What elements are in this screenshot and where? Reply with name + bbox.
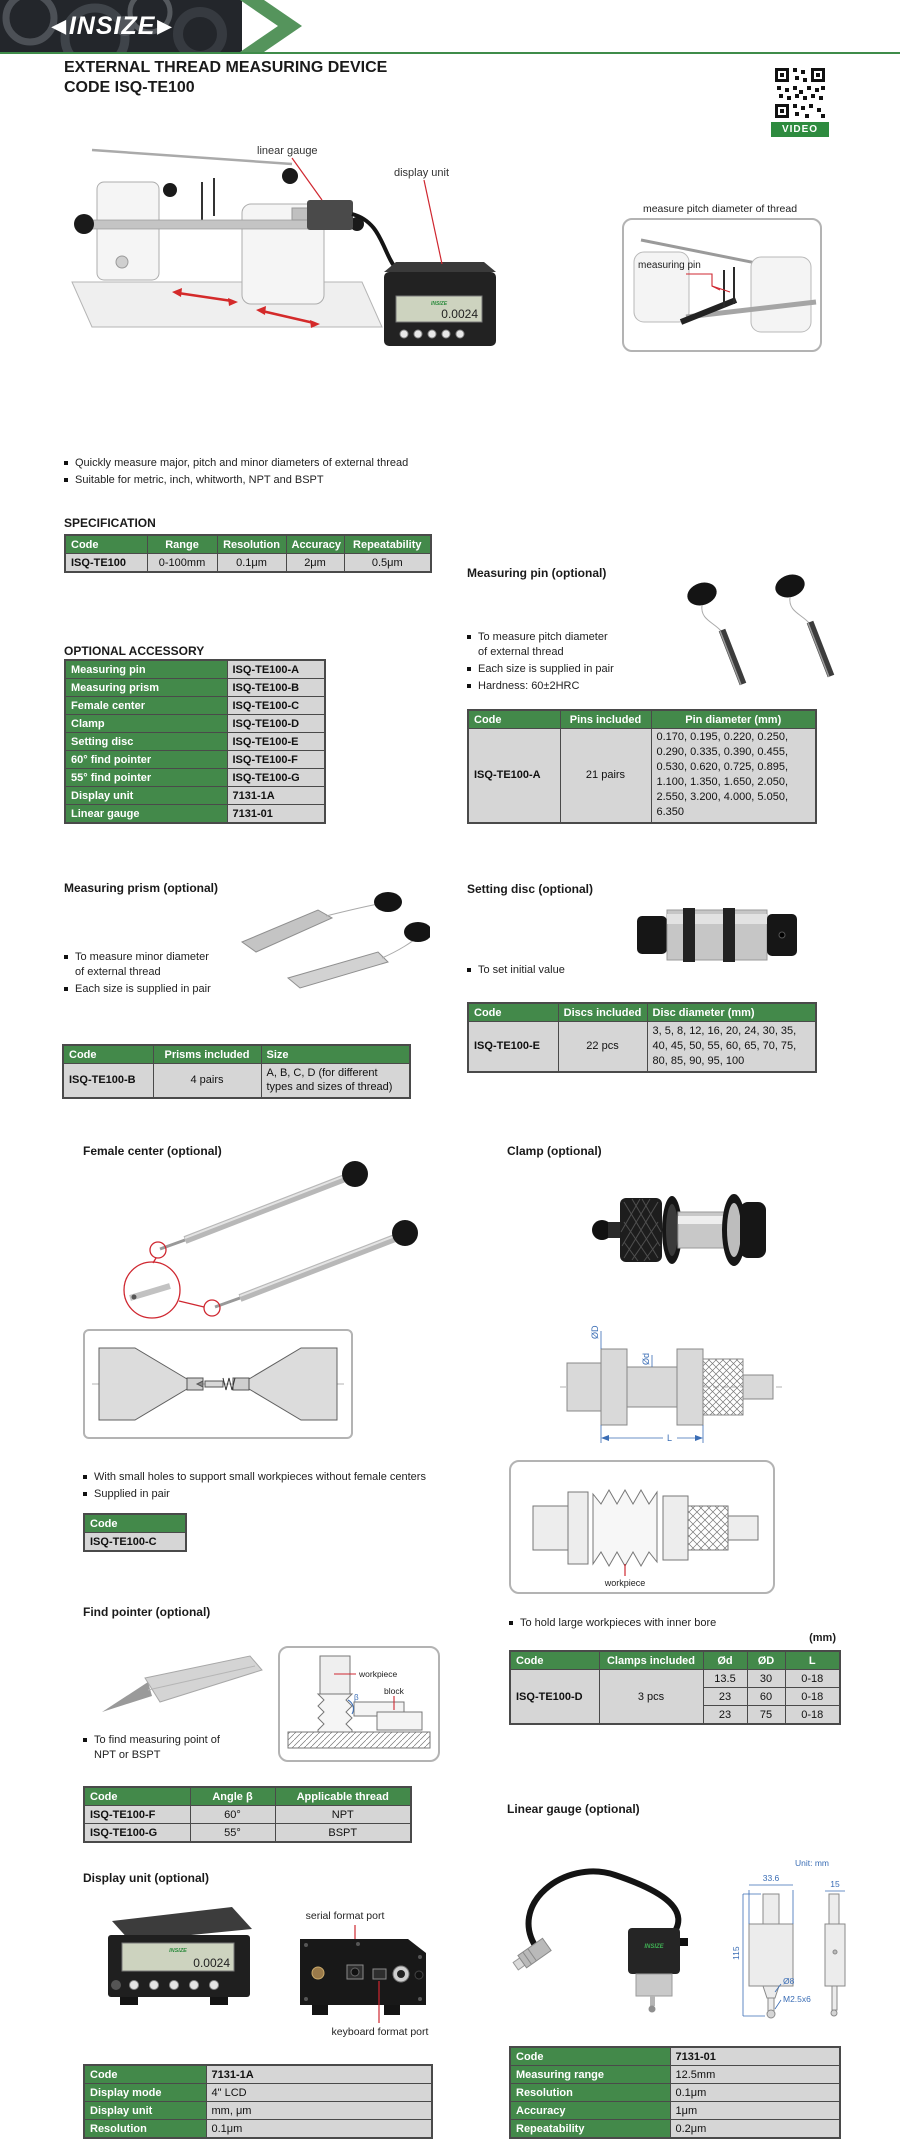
measuring-pin-photo bbox=[630, 572, 865, 690]
clamp-workpiece-diagram bbox=[513, 1464, 771, 1590]
display-unit-table bbox=[83, 2064, 433, 2139]
angle-label: β bbox=[354, 1693, 359, 1702]
female-center-diagram-frame bbox=[83, 1329, 353, 1439]
col-header: Disc diameter (mm) bbox=[647, 1003, 816, 1022]
row-value: 1μm bbox=[670, 2102, 840, 2120]
discs-included-cell: 22 pcs bbox=[558, 1022, 647, 1072]
accessory-code: 7131-1A bbox=[227, 787, 325, 805]
accessory-name: Female center bbox=[65, 697, 227, 715]
col-header: Code bbox=[468, 1003, 558, 1022]
accessory-name: Setting disc bbox=[65, 733, 227, 751]
bullet: With small holes to support small workpieces without female centers bbox=[83, 1470, 483, 1485]
row-label: Code bbox=[84, 2065, 206, 2084]
disc-diameters-cell: 3, 5, 8, 12, 16, 20, 24, 30, 35, 40, 45, 50, 55, 60, 65, 70, 75, 80, 85, 90, 95, 100 bbox=[647, 1022, 816, 1072]
prisms-included-cell: 4 pairs bbox=[153, 1064, 261, 1098]
cell: 75 bbox=[747, 1706, 785, 1725]
find-pointer-diagram-frame bbox=[278, 1646, 440, 1762]
lcd-value: 0.0024 bbox=[441, 307, 478, 321]
measuring-pin-bullets bbox=[467, 630, 615, 696]
optional-accessory-heading: OPTIONAL ACCESSORY bbox=[64, 644, 205, 658]
inset-photo bbox=[626, 222, 818, 348]
bullet: Each size is supplied in pair bbox=[64, 982, 214, 997]
accessory-code: ISQ-TE100-C bbox=[227, 697, 325, 715]
col-header: Ød bbox=[703, 1651, 747, 1670]
cell: 23 bbox=[703, 1706, 747, 1725]
cell: BSPT bbox=[275, 1824, 411, 1843]
accessory-code: ISQ-TE100-F bbox=[227, 751, 325, 769]
bullet: Hardness: 60±2HRC bbox=[467, 679, 615, 694]
cell: 60 bbox=[747, 1688, 785, 1706]
dim-unit: Unit: mm bbox=[795, 1858, 829, 1868]
insize-logo bbox=[52, 12, 172, 41]
row-label: Measuring range bbox=[510, 2066, 670, 2084]
row-label: Resolution bbox=[510, 2084, 670, 2102]
clamp-workpiece-frame bbox=[509, 1460, 775, 1594]
linear-gauge-drawing bbox=[725, 1852, 880, 2020]
gauge-brand: INSIZE bbox=[644, 1944, 664, 1950]
accessory-code: ISQ-TE100-G bbox=[227, 769, 325, 787]
dim-outer-dia: ØD bbox=[590, 1325, 600, 1339]
female-center-heading: Female center (optional) bbox=[83, 1144, 222, 1158]
dim-inner-dia: Ød bbox=[641, 1352, 651, 1365]
accessory-code: ISQ-TE100-D bbox=[227, 715, 325, 733]
serial-port-label: serial format port bbox=[305, 1910, 385, 1922]
female-center-photo bbox=[90, 1150, 445, 1325]
code-cell: ISQ-TE100-B bbox=[63, 1064, 153, 1098]
bullet: Quickly measure major, pitch and minor diameters of external thread bbox=[64, 456, 484, 471]
optional-accessory-table bbox=[64, 659, 326, 824]
spec-header: Range bbox=[147, 535, 217, 554]
find-pointer-table bbox=[83, 1786, 412, 1843]
spec-header: Accuracy bbox=[286, 535, 344, 554]
lcd-brand: INSIZE bbox=[169, 1948, 187, 1954]
accessory-name: Clamp bbox=[65, 715, 227, 733]
pins-included-cell: 21 pairs bbox=[560, 729, 651, 823]
measuring-prism-photo bbox=[230, 880, 430, 1000]
col-header: Clamps included bbox=[599, 1651, 703, 1670]
cell: 0-18 bbox=[785, 1670, 840, 1688]
display-unit-label: display unit bbox=[394, 167, 450, 179]
lcd-brand: INSIZE bbox=[430, 301, 448, 307]
bullet: To measure minor diameter of external thread bbox=[64, 950, 214, 980]
accessory-code: 7131-01 bbox=[227, 805, 325, 824]
col-header: Code bbox=[468, 710, 560, 729]
spec-cell: 0.1μm bbox=[217, 554, 286, 573]
cell: NPT bbox=[275, 1806, 411, 1824]
code-cell: ISQ-TE100-E bbox=[468, 1022, 558, 1072]
clamp-diagram bbox=[555, 1325, 790, 1450]
row-label: Code bbox=[510, 2047, 670, 2066]
workpiece-label: workpiece bbox=[604, 1578, 646, 1588]
clamp-table bbox=[509, 1650, 841, 1725]
accessory-name: Linear gauge bbox=[65, 805, 227, 824]
setting-disc-heading: Setting disc (optional) bbox=[467, 882, 593, 896]
inset-photo-frame bbox=[622, 218, 822, 352]
display-unit-in-photo bbox=[384, 262, 496, 346]
display-unit-front-photo bbox=[90, 1893, 260, 2011]
find-pointer-diagram bbox=[282, 1650, 436, 1758]
cell: 23 bbox=[703, 1688, 747, 1706]
cell: 55° bbox=[190, 1824, 275, 1843]
find-pointer-bullets bbox=[83, 1733, 233, 1765]
setting-disc-bullets bbox=[467, 963, 667, 980]
col-header: Angle β bbox=[190, 1787, 275, 1806]
bullet: To measure pitch diameter of external thread bbox=[467, 630, 615, 660]
cell: 30 bbox=[747, 1670, 785, 1688]
clamp-heading: Clamp (optional) bbox=[507, 1144, 602, 1158]
measuring-prism-heading: Measuring prism (optional) bbox=[64, 881, 219, 895]
row-value: 7131-1A bbox=[206, 2065, 432, 2084]
clamp-bullets bbox=[509, 1616, 809, 1633]
col-header: Size bbox=[261, 1045, 410, 1064]
female-center-diagram bbox=[87, 1333, 349, 1435]
bullet: Each size is supplied in pair bbox=[467, 662, 615, 677]
accessory-name: 55° find pointer bbox=[65, 769, 227, 787]
row-value: 0.2μm bbox=[670, 2120, 840, 2139]
workpiece-label: workpiece bbox=[359, 1669, 398, 1679]
bullet: Suitable for metric, inch, whitworth, NPT and BSPT bbox=[64, 473, 484, 488]
keyboard-port-label: keyboard format port bbox=[331, 2026, 429, 2038]
row-value: mm, μm bbox=[206, 2102, 432, 2120]
bullet: To find measuring point of NPT or BSPT bbox=[83, 1733, 233, 1763]
accessory-name: Display unit bbox=[65, 787, 227, 805]
col-header: Code bbox=[63, 1045, 153, 1064]
measuring-pin-label: measuring pin bbox=[638, 260, 701, 271]
title-line1: EXTERNAL THREAD MEASURING DEVICE bbox=[64, 59, 388, 76]
female-center-table bbox=[83, 1513, 187, 1552]
col-header: Code bbox=[84, 1787, 190, 1806]
dim-side-width: 15 bbox=[830, 1879, 840, 1889]
spec-cell: 0.5μm bbox=[344, 554, 431, 573]
measuring-pin-heading: Measuring pin (optional) bbox=[467, 566, 607, 580]
row-label: Accuracy bbox=[510, 2102, 670, 2120]
spec-cell: 0-100mm bbox=[147, 554, 217, 573]
dim-length: L bbox=[667, 1433, 673, 1443]
col-header: Code bbox=[510, 1651, 599, 1670]
size-cell: A, B, C, D (for different types and sizes of thread) bbox=[261, 1064, 410, 1098]
row-value: 0.1μm bbox=[670, 2084, 840, 2102]
clamp-photo bbox=[580, 1168, 770, 1293]
accessory-name: 60° find pointer bbox=[65, 751, 227, 769]
code-cell: ISQ-TE100-G bbox=[84, 1824, 190, 1843]
dim-thread: M2.5x6 bbox=[783, 1994, 811, 2004]
specification-table bbox=[64, 534, 432, 573]
cell: 60° bbox=[190, 1806, 275, 1824]
spec-header: Repeatability bbox=[344, 535, 431, 554]
measuring-prism-table bbox=[62, 1044, 411, 1099]
row-label: Resolution bbox=[84, 2120, 206, 2139]
female-center-bullets bbox=[83, 1470, 483, 1504]
row-value: 4" LCD bbox=[206, 2084, 432, 2102]
clamps-included-cell: 3 pcs bbox=[599, 1670, 703, 1725]
code-cell: ISQ-TE100-D bbox=[510, 1670, 599, 1725]
logo-text: INSIZE bbox=[68, 12, 156, 40]
col-header: Discs included bbox=[558, 1003, 647, 1022]
green-chevron bbox=[240, 0, 302, 52]
col-header: Applicable thread bbox=[275, 1787, 411, 1806]
row-value: 7131-01 bbox=[670, 2047, 840, 2066]
block-label: block bbox=[384, 1686, 404, 1696]
header-rule bbox=[0, 52, 900, 54]
accessory-name: Measuring prism bbox=[65, 679, 227, 697]
row-label: Repeatability bbox=[510, 2120, 670, 2139]
row-value: 12.5mm bbox=[670, 2066, 840, 2084]
bullet: To set initial value bbox=[467, 963, 667, 978]
col-header: L bbox=[785, 1651, 840, 1670]
keyboard-port bbox=[373, 1969, 386, 1979]
cell: 0-18 bbox=[785, 1706, 840, 1725]
linear-gauge-heading: Linear gauge (optional) bbox=[507, 1802, 640, 1816]
col-header: Prisms included bbox=[153, 1045, 261, 1064]
pin-diameters-cell: 0.170, 0.195, 0.220, 0.250, 0.290, 0.335, 0.390, 0.455, 0.530, 0.620, 0.725, 0.895, 1.100, 1.350, 1.650, 2.050, 2.550, 3.200, 4.000, 5.050, 6.350 bbox=[651, 729, 816, 823]
video-badge[interactable]: VIDEO bbox=[771, 122, 829, 137]
spec-cell: ISQ-TE100 bbox=[65, 554, 147, 573]
spec-header: Code bbox=[65, 535, 147, 554]
display-unit-heading: Display unit (optional) bbox=[83, 1871, 209, 1885]
setting-disc-photo bbox=[635, 900, 800, 970]
accessory-code: ISQ-TE100-E bbox=[227, 733, 325, 751]
measuring-pin-table bbox=[467, 709, 817, 824]
setting-disc-table bbox=[467, 1002, 817, 1073]
title-line2: CODE ISQ-TE100 bbox=[64, 79, 195, 96]
cell: 0-18 bbox=[785, 1688, 840, 1706]
bullet: To hold large workpieces with inner bore bbox=[509, 1616, 809, 1631]
device-photo bbox=[52, 112, 507, 352]
row-label: Display unit bbox=[84, 2102, 206, 2120]
dim-width: 33.6 bbox=[762, 1873, 780, 1883]
qr-code[interactable] bbox=[773, 66, 827, 120]
cell: 13.5 bbox=[703, 1670, 747, 1688]
inset-caption: measure pitch diameter of thread bbox=[642, 203, 798, 215]
col-header: ØD bbox=[747, 1651, 785, 1670]
accessory-name: Measuring pin bbox=[65, 660, 227, 679]
bullet: Supplied in pair bbox=[83, 1487, 483, 1502]
spec-cell: 2μm bbox=[286, 554, 344, 573]
accessory-code: ISQ-TE100-B bbox=[227, 679, 325, 697]
specification-heading: SPECIFICATION bbox=[64, 516, 156, 530]
code-cell: ISQ-TE100-F bbox=[84, 1806, 190, 1824]
measuring-prism-bullets bbox=[64, 950, 214, 999]
header-bar bbox=[0, 0, 900, 52]
unit-note: (mm) bbox=[809, 1632, 836, 1644]
magnifier-callout bbox=[124, 1242, 220, 1318]
logo-right-arrow-icon: ▶ bbox=[157, 16, 173, 36]
col-header: Pins included bbox=[560, 710, 651, 729]
col-header: Code bbox=[84, 1514, 186, 1533]
row-value: 0.1μm bbox=[206, 2120, 432, 2139]
logo-left-arrow-icon: ◀ bbox=[52, 16, 67, 36]
linear-gauge-label: linear gauge bbox=[257, 145, 318, 157]
find-pointer-heading: Find pointer (optional) bbox=[83, 1605, 211, 1619]
col-header: Pin diameter (mm) bbox=[651, 710, 816, 729]
linear-gauge-in-photo bbox=[307, 200, 353, 230]
accessory-code: ISQ-TE100-A bbox=[227, 660, 325, 679]
display-unit-back-photo bbox=[288, 1925, 433, 2025]
linear-gauge-photo bbox=[510, 1850, 720, 2015]
row-label: Display mode bbox=[84, 2084, 206, 2102]
lcd-value: 0.0024 bbox=[193, 1956, 230, 1970]
code-cell: ISQ-TE100-A bbox=[468, 729, 560, 823]
dim-stem-dia: Ø8 bbox=[783, 1976, 795, 1986]
code-cell: ISQ-TE100-C bbox=[84, 1533, 186, 1552]
dim-height: 115 bbox=[731, 1946, 741, 1960]
spec-header: Resolution bbox=[217, 535, 286, 554]
page-title bbox=[64, 58, 387, 98]
intro-bullets bbox=[64, 456, 484, 490]
linear-gauge-table bbox=[509, 2046, 841, 2139]
